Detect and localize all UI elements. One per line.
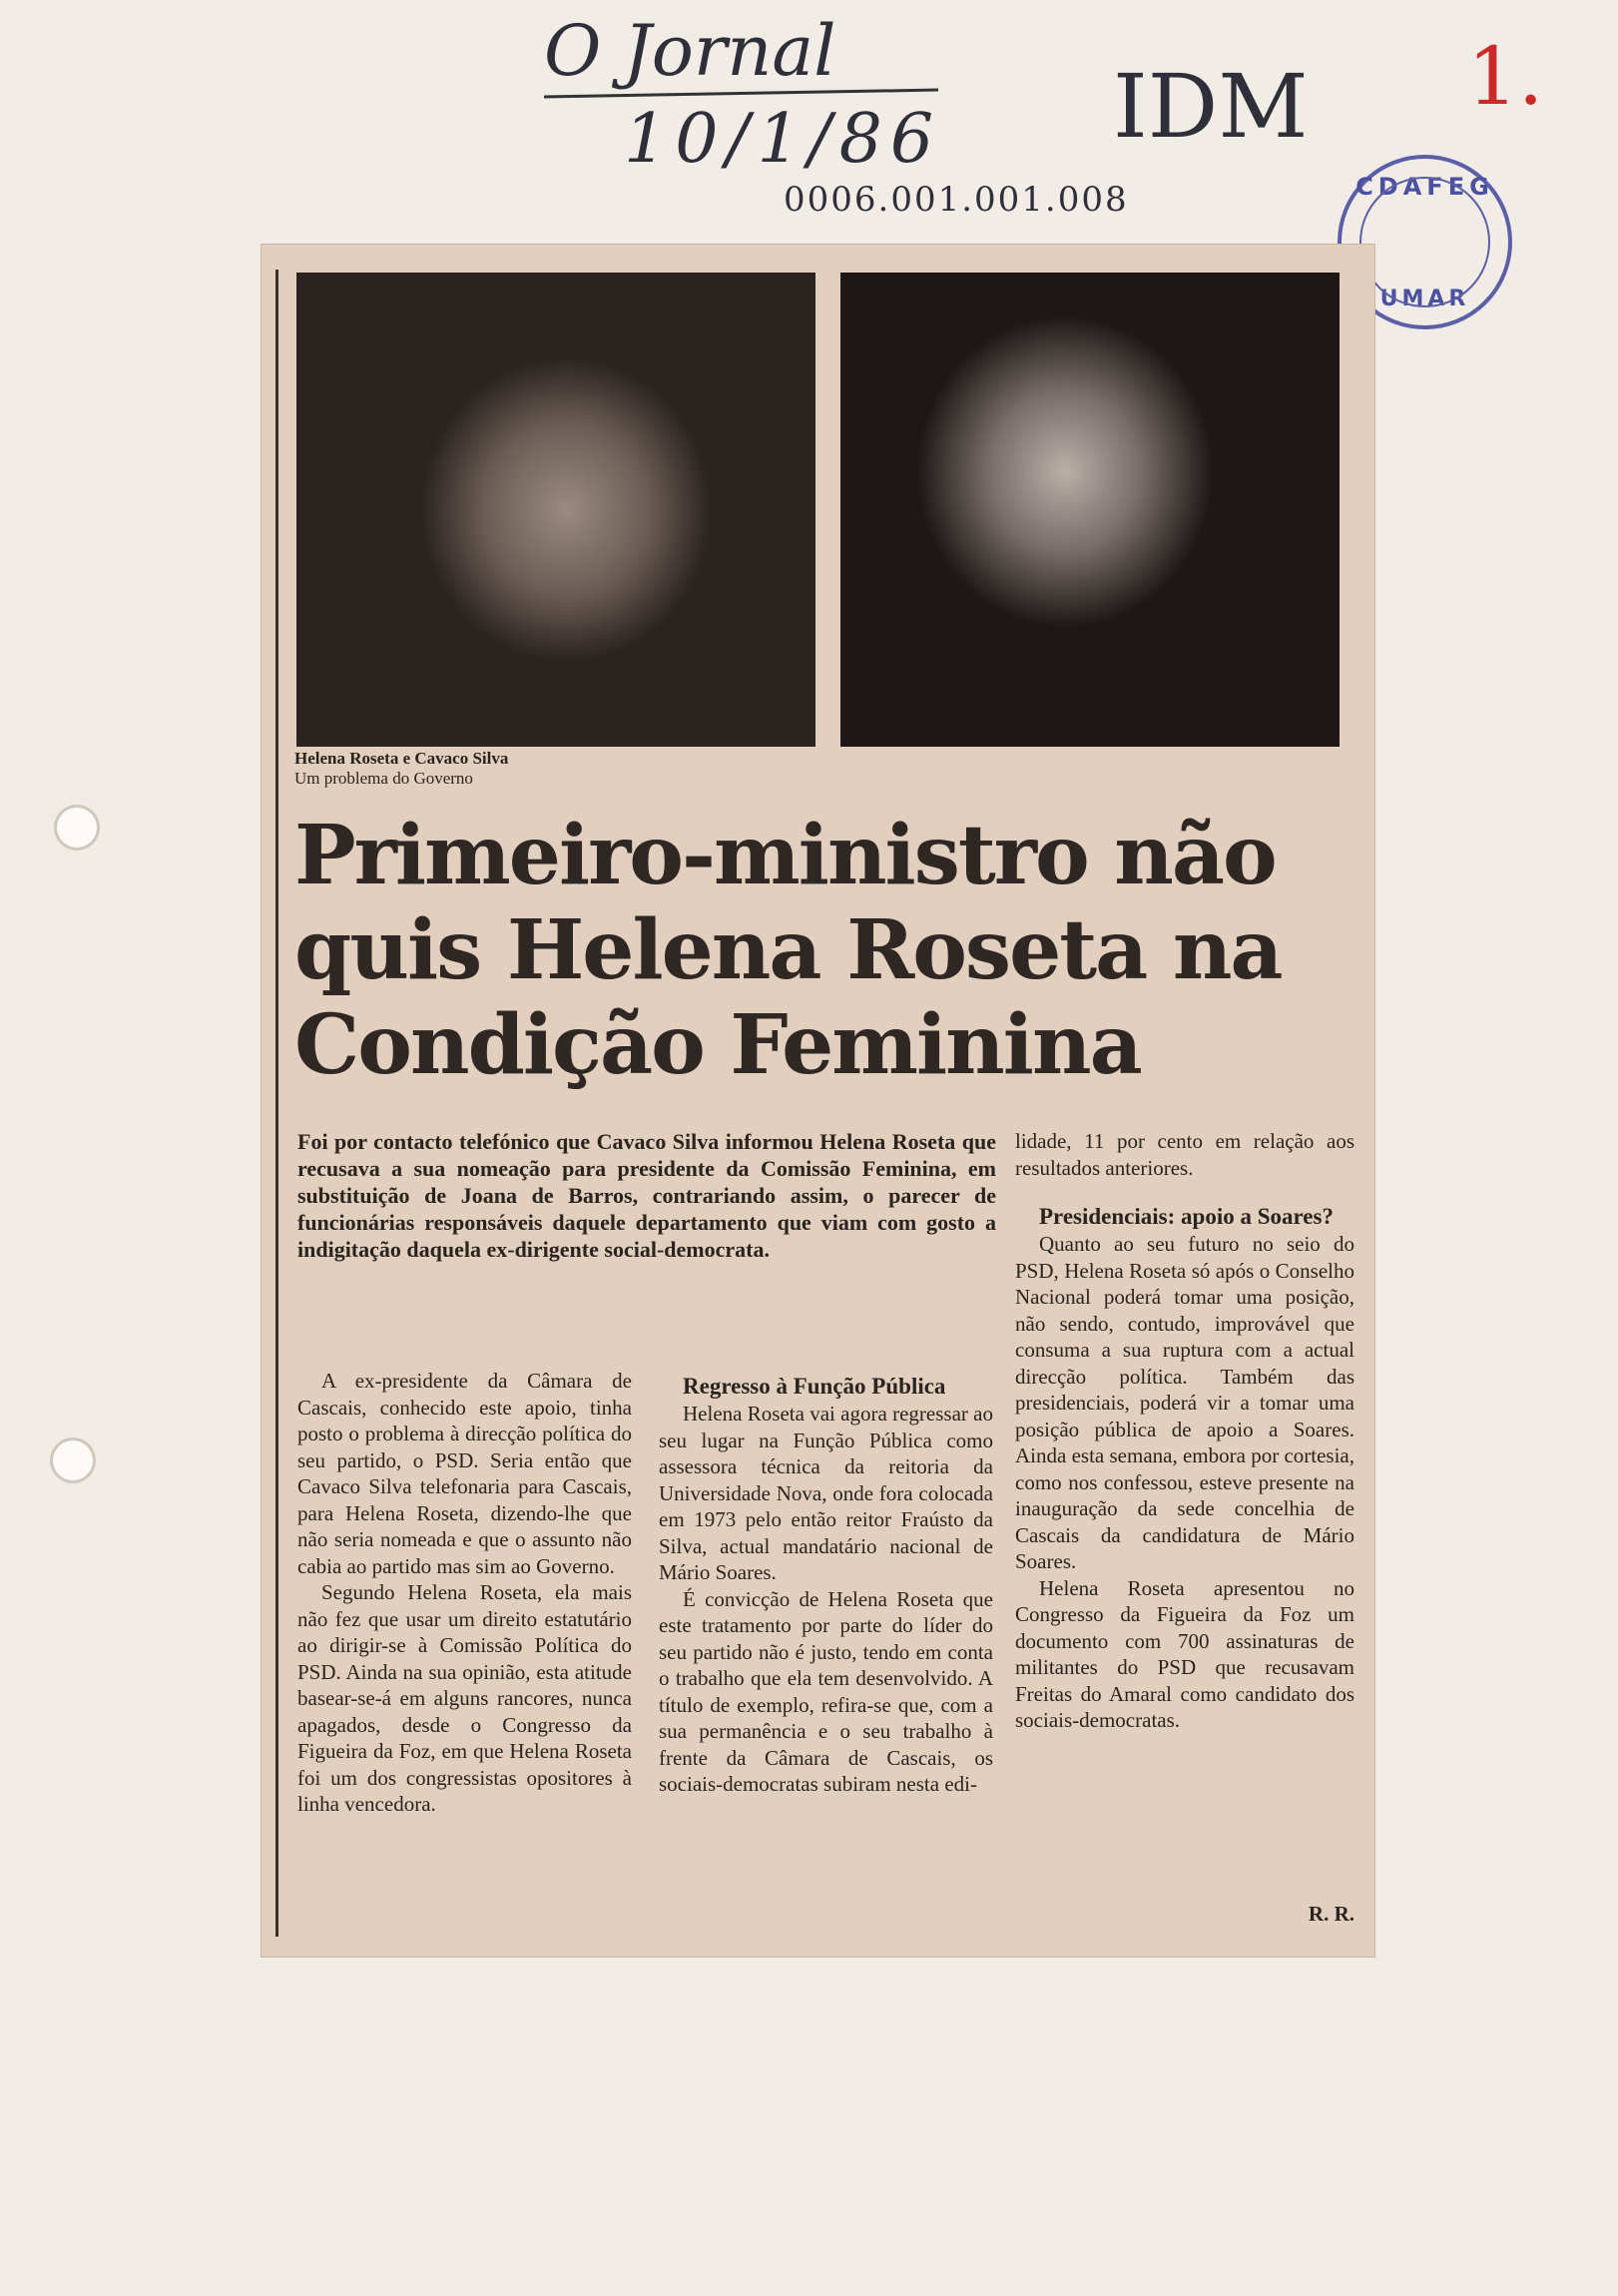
paragraph: A ex-presidente da Câmara de Cascais, conhecido este apoio, tinha posto o problema à direcção política do seu partido, o PSD. Seria então que Cavaco Silva telefonaria para Cascais, para Helena Roseta, dizendo-lhe que não seria nomeada e que o assunto não cabia ao partido mas sim ao Governo. <box>297 1369 632 1578</box>
photo-cavaco-silva <box>840 273 1340 747</box>
paragraph: É convicção de Helena Roseta que este tratamento por parte do líder do seu partido não é justo, tendo em conta o trabalho que ela tem desenvolvido. A título de exemplo, refira-se que, com a sua permanência e o seu trabalho à frente da Câmara de Cascais, os sociais-democratas subiram nesta edi- <box>659 1586 993 1796</box>
paragraph: Helena Roseta apresentou no Congresso da Figueira da Foz um documento com 700 assinaturas de militantes do PSD que recusavam Freitas do Amaral como candidato dos sociais-democratas. <box>1015 1575 1354 1732</box>
clipping-margin-rule <box>275 270 278 1937</box>
subheading-presidenciais: Presidenciais: apoio a Soares? <box>1039 1204 1334 1229</box>
handwritten-date: 10/1/86 <box>624 100 942 179</box>
punch-hole-bottom <box>50 1437 96 1483</box>
stamp-top-text: CDAFEG <box>1355 173 1494 201</box>
paragraph: Segundo Helena Roseta, ela mais não fez que usar um direito estatutário ao dirigir-se à Comissão Política do PSD. Ainda na sua opinião, esta atitude basear-se-á em alguns rancores, nunca apagados, desde o Congresso da Figueira da Foz, em que Helena Roseta foi um dos congressistas opositores à linha vencedora. <box>297 1580 632 1816</box>
handwritten-source-title: O Jornal <box>544 10 836 92</box>
newspaper-clipping <box>262 245 1374 1957</box>
paragraph: Helena Roseta vai agora regressar ao seu lugar na Função Pública como assessora técnica da reitoria da Universidade Nova, onde fora colocada em 1973 pelo então reitor Fraústo da Silva, actual mandatário nacional de Mário Soares. <box>659 1402 993 1584</box>
photo-helena-roseta <box>296 273 815 747</box>
author-signature: R. R. <box>1308 1902 1354 1926</box>
headline: Primeiro-ministro não quis Helena Roseta na Condição Feminina <box>294 808 1282 1093</box>
archive-code: 0006.001.001.008 <box>784 180 1129 220</box>
punch-hole-top <box>54 805 100 851</box>
subheading-regresso: Regresso à Função Pública <box>683 1374 946 1399</box>
caption-names: Helena Roseta e Cavaco Silva <box>294 749 509 768</box>
lead-paragraph: Foi por contacto telefónico que Cavaco Silva informou Helena Roseta que recusava a sua nomeação para presidente da Comissão Feminina, em substituição de Joana de Barros, contrariando assim, o parecer de funcionárias responsáveis daquele departamento que viam com gosto a indigitação daquela ex-dirigente social-democrata. <box>297 1129 996 1262</box>
page-number: 1. <box>1467 30 1544 123</box>
caption-text: Um problema do Governo <box>294 769 473 788</box>
photo-caption <box>294 749 508 789</box>
archive-mark: IDM <box>1113 55 1309 158</box>
article-column-1 <box>297 1368 632 1818</box>
article-column-2 <box>659 1373 993 1798</box>
article-column-3 <box>1015 1128 1354 1734</box>
paragraph: Quanto ao seu futuro no seio do PSD, Helena Roseta só após o Conselho Nacional poderá tomar uma posição, não sendo, contudo, improvável que consuma a sua ruptura com a actual direcção política. Também das presidenciais, poderá vir a tomar uma posição pública de apoio a Soares. Ainda esta semana, embora por cortesia, como nos confessou, esteve presente na inauguração da sede concelhia de Cascais da candidatura de Mário Soares. <box>1015 1232 1354 1573</box>
paragraph-continuation: lidade, 11 por cento em relação aos resultados anteriores. <box>1015 1129 1354 1180</box>
stamp-bottom-text: UMAR <box>1379 287 1470 311</box>
